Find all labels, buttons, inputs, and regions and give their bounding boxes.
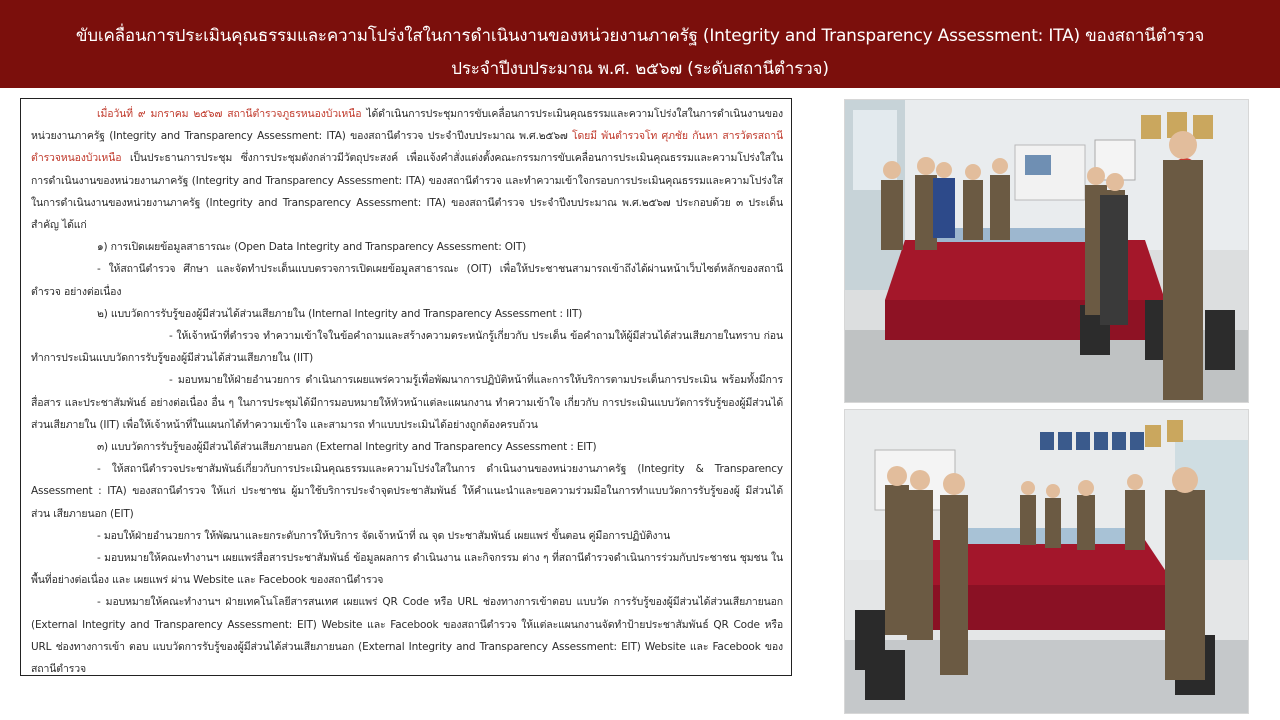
item2-detail-b: - มอบหมายให้ฝ่ายอำนวยการ ดำเนินการเผยแพร่ความรู้เพื่อพัฒนาการปฏิบัติหน้าที่และการให้บริการตามประเด็นการประเมิน พร้อมทั้งมีการสื่อสาร และประชาสัมพันธ์ อย่างต่อเนื่อง อื่น ๆ ในการประชุมได้มีการมอบหมายให้หัวหน้าแต่ละแผนกงาน ทำความเข้าใจ เกี่ยวกับ การประเมินแบบวัดการรับรู้ของผู้มีส่วนได้ส่วนเสียภายใน (IIT) เพื่อให้เจ้าหน้าที่ในแผนกได้ทำความเข้าใจ และสามารถ ทำแบบประเมินได้อย่างถูกต้องครบถ้วน [31, 374, 783, 431]
meeting-photo-1-illustration [845, 100, 1248, 402]
item1-detail: - ให้สถานีตำรวจ ศึกษา และจัดทำประเด็นแบบตรวจการเปิดเผยข้อมูลสาธารณะ (OIT) เพื่อให้ประชาชนสามารถเข้าถึงได้ผ่านหน้าเว็บไซต์หลักของสถานีตำรวจ อย่างต่อเนื่อง [31, 263, 783, 298]
intro-paragraph [31, 103, 783, 236]
item3-detail-a: - ให้สถานีตำรวจประชาสัมพันธ์เกี่ยวกับการประเมินคุณธรรมและความโปร่งใสในการ ดำเนินงานของหน่วยงานภาครัฐ (Integrity & Transparency Assessment : ITA) ของสถานีตำรวจ ให้แก่ ประชาชน ผู้มาใช้บริการประจำจุดประชาสัมพันธ์ ให้คำแนะนำและขอความร่วมมือในการทำแบบวัดการรับรู้ของผู้ มีส่วนได้ ส่วน เสียภายนอก (EIT) [31, 463, 783, 520]
item3-title: ๓) แบบวัดการรับรู้ของผู้มีส่วนได้ส่วนเสียภายนอก (External Integrity and Transparency Assessment : EIT) [97, 441, 597, 454]
item2-title: ๒) แบบวัดการรับรู้ของผู้มีส่วนได้ส่วนเสียภายใน (Internal Integrity and Transparency Assessment : IIT) [97, 307, 583, 320]
intro-text-b: เป็นประธานการประชุม ซึ่งการประชุมดังกล่าวมีวัตถุประสงค์ เพื่อแจ้งคำสั่งแต่งตั้งคณะกรรมการขับเคลื่อนการประเมินคุณธรรมและความโปร่งใสในการดำเนินงานของหน่วยงานภาครัฐ (Integrity and Transparency Assessment: ITA) ของสถานีตำรวจ และทำความเข้าใจกรอบการประเมินคุณธรรมและความโปร่งใสในการดำเนินงานของหน่วยงานภาครัฐ (Integrity and Transparency Assessment: ITA) ของสถานีตำรวจ ประจำปีงบประมาณ พ.ศ.๒๕๖๗ ประกอบด้วย ๓ ประเด็นสำคัญ ได้แก่ [31, 152, 783, 232]
meeting-photo-2 [844, 409, 1249, 714]
item1-title: ๑) การเปิดเผยข้อมูลสาธารณะ (Open Data Integrity and Transparency Assessment: OIT) [97, 241, 527, 254]
intro-chair: โดยมี พันตำรวจโท ศุภชัย กันหา สารวัตรสถานีตำรวจหนองบัวเหนือ [31, 130, 783, 165]
page-title: ขับเคลื่อนการประเมินคุณธรรมและความโปร่งใสในการดำเนินงานของหน่วยงานภาครัฐ (Integrity and Transparency Assessment: ITA) ของสถานีตำรวจ [75, 26, 1205, 46]
report-text-box [20, 98, 792, 676]
item3-detail-c: - มอบหมายให้คณะทำงานฯ เผยแพร่สื่อสารประชาสัมพันธ์ ข้อมูลผลการ ดำเนินงาน และกิจกรรม ต่าง ๆ ที่สถานีตำรวจดำเนินการร่วมกับประชาชน ชุมชน ในพื้นที่อย่างต่อเนื่อง และ เผยแพร่ ผ่าน Website และ Facebook ของสถานีตำรวจ [31, 552, 783, 587]
title-banner [0, 0, 1280, 88]
intro-date-station: เมื่อวันที่ ๙ มกราคม ๒๕๖๗ สถานีตำรวจภูธรหนองบัวเหนือ [97, 108, 362, 120]
item2-detail-a: - ให้เจ้าหน้าที่ตำรวจ ทำความเข้าใจในข้อคำถามและสร้างความตระหนักรู้เกี่ยวกับ ประเด็น ข้อคำถามให้ผู้มีส่วนได้ส่วนเสียภายในทราบ ก่อนทำการประเมินแบบวัดการรับรู้ของผู้มีส่วนได้ส่วนเสียภายใน (IIT) [31, 330, 783, 365]
page-subtitle: ประจำปีงบประมาณ พ.ศ. ๒๕๖๗ (ระดับสถานีตำรวจ) [451, 59, 829, 79]
intro-text-a: ได้ดำเนินการประชุมการขับเคลื่อนการประเมินคุณธรรมและความโปร่งใสในการดำเนินงานของหน่วยงานภาครัฐ (Integrity and Transparency Assessment: ITA) ของสถานีตำรวจ ประจำปีงบประมาณ พ.ศ.๒๕๖๗ [31, 108, 783, 143]
item3-detail-d: - มอบหมายให้คณะทำงานฯ ฝ่ายเทคโนโลยีสารสนเทศ เผยแพร่ QR Code หรือ URL ช่องทางการเข้าตอบ แบบวัด การรับรู้ของผู้มีส่วนได้ส่วนเสียภายนอก (External Integrity and Transparency Assessment: EIT) Website และ Facebook ของสถานีตำรวจ ให้แต่ละแผนกงานจัดทำป้ายประชาสัมพันธ์ QR Code หรือ URL ช่องทางการเข้า ตอบ แบบวัดการรับรู้ของผู้มีส่วนได้ส่วนเสียภายนอก (External Integrity and Transparency Assessment: EIT) Website และ Facebook ของสถานีตำรวจ [31, 596, 783, 676]
meeting-photo-1 [844, 99, 1249, 403]
item3-detail-b: - มอบให้ฝ่ายอำนวยการ ให้พัฒนาและยกระดับการให้บริการ จัดเจ้าหน้าที่ ณ จุด ประชาสัมพันธ์ เผยแพร่ ขั้นตอน คู่มือการปฏิบัติงาน [97, 529, 671, 542]
meeting-photo-2-illustration [845, 410, 1248, 713]
